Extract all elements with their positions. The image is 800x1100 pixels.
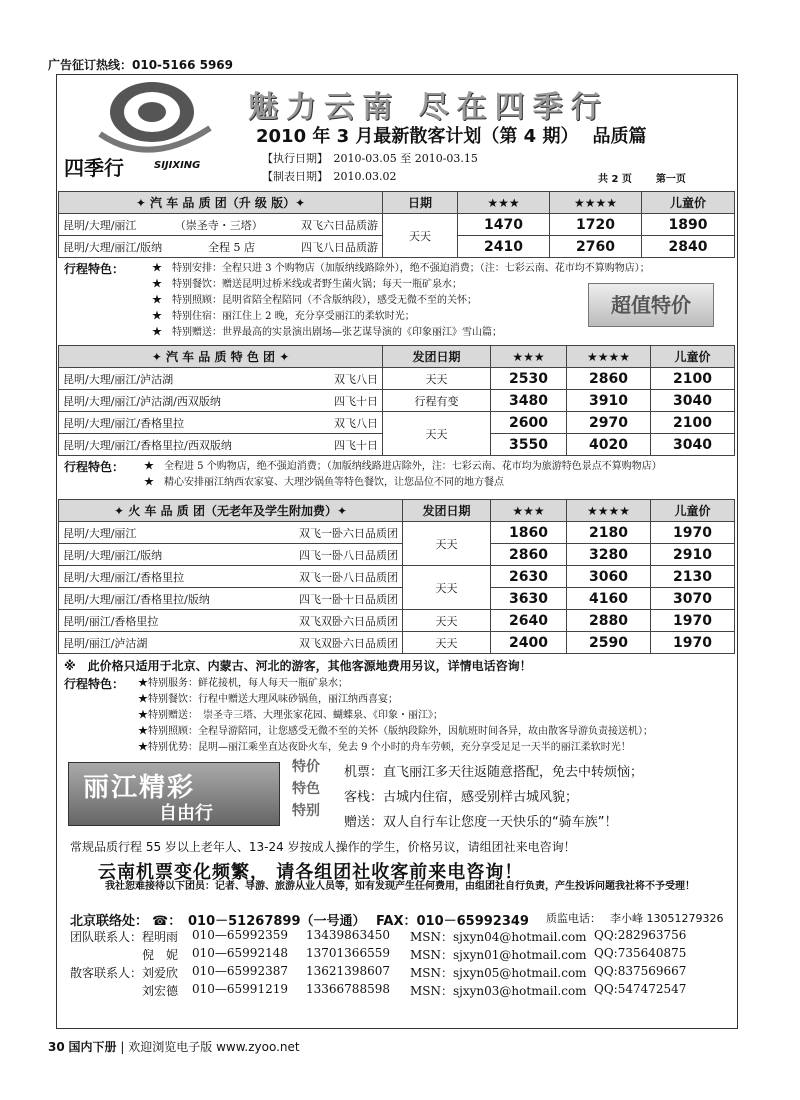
made-date: 【制表日期】 2010.03.02 [262, 170, 397, 183]
table-row: 昆明/大理/丽江/版纳 四飞一卧八日品质团 2860 3280 2910 [59, 544, 735, 566]
table-row: 昆明/大理/丽江/版纳 全程 5 店 四飞八日品质游 2410 2760 2840 [59, 236, 735, 258]
table-row: 昆明/大理/丽江/泸沽湖/西双版纳 四飞十日 行程有变 3480 3910 3040 [59, 390, 735, 412]
table-train: ✦ 火 车 品 质 团（无老年及学生附加费）✦ 发团日期 ★★★ ★★★★ 儿童价 昆明/大理/丽江 双飞一卧六日品质团 天天 1860 2180 1970 昆明/大理/丽江/版纳 四飞一卧八日品质团 2860 3280 2910 昆明/大理/丽江/香格里拉 双飞一卧八日品质团 天天 2630 3060 2130 昆明/大理/丽江/香格里拉/版纳 四飞一卧十日品质团 3630 4160 3070 昆明/丽江/香格里拉 双飞双卧六日品质团 天天 2640 2880 1970 昆明/丽江/泸沽湖 双飞双卧六日品质团 天天 2400 2590 1970 [58, 499, 735, 654]
ad-hotline: 广告征订热线：010-5166 5969 [48, 58, 234, 72]
logo-en: SIJIXING [154, 160, 201, 171]
notes-3: 行程特色： ★特别服务：鲜花接机，每人每天一瓶矿泉水； ★特别餐饮：行程中赠送大理风味砂锅鱼，丽江纳西喜宴； ★特别赠送： 崇圣寺三塔、大理张家花园、蝴蝶泉、《印象・丽江》； ★特别照顾：全程导游陪同，让您感受无微不至的关怀（版纳段除外，因航班时间各异，故由散客导游负责接送机）； ★特别优势：昆明—丽江乘坐直达夜卧火车，免去 9 个小时的舟车劳顿，充分享受足足一天半的丽江柔软时光！ [64, 677, 653, 753]
page-footer: 30 国内下册 | 欢迎浏览电子版 www.zyoo.net [48, 1040, 300, 1054]
table-row: 昆明/大理/丽江/香格里拉 双飞八日 天天 2600 2970 2100 [59, 412, 735, 434]
table-bus-special: ✦ 汽 车 品 质 特 色 团 ✦ 发团日期 ★★★ ★★★★ 儿童价 昆明/大理/丽江/泸沽湖 双飞八日 天天 2530 2860 2100 昆明/大理/丽江/泸沽湖/西双版纳 四飞十日 行程有变 3480 3910 3040 昆明/大理/丽江/香格里拉 双飞八日 天天 2600 2970 2100 昆明/大理/丽江/香格里拉/西双版纳 四飞十日 3550 4020 3040 [58, 345, 735, 456]
senior-note: 常规品质行程 55 岁以上老年人、13-24 岁按成人操作的学生，价格另议，请组团社来电咨询！ [70, 840, 576, 854]
company-logo [60, 78, 220, 188]
logo-text: 四季行 [64, 156, 124, 180]
table-bus-upgrade: ✦ 汽 车 品 质 团（升 级 版）✦ 日期 ★★★ ★★★★ 儿童价 昆明/大理/丽江 （崇圣寺・三塔） 双飞六日品质游 天天 1470 1720 1890 昆明/大理/丽江/版纳 全程 5 店 四飞八日品质游 2410 2760 2840 [58, 191, 735, 258]
list-item: 赠送：双人自行车让您度一天快乐的“骑车族”！ [344, 815, 618, 830]
table-row: 昆明/大理/丽江 双飞一卧六日品质团 天天 1860 2180 1970 [59, 522, 735, 544]
special-labels: 特价 特色 特别 [292, 759, 320, 819]
special-price-badge: 超值特价 [588, 283, 714, 327]
table-row: 昆明/大理/丽江/泸沽湖 双飞八日 天天 2530 2860 2100 [59, 368, 735, 390]
table-row: 昆明/大理/丽江/香格里拉 双飞一卧八日品质团 天天 2630 3060 2130 [59, 566, 735, 588]
banner-slogan: 魅力云南 尽在四季行 [248, 90, 609, 125]
airfare-notice: 云南机票变化频繁， 请各组团社收客前来电咨询！ [98, 862, 524, 883]
table-row: 昆明/大理/丽江/香格里拉/版纳 四飞一卧十日品质团 3630 4160 3070 [59, 588, 735, 610]
lijiang-freetour-banner: 丽江精彩 自由行 [68, 762, 280, 826]
plan-title: 2010 年 3 月最新散客计划（第 4 期） 品质篇 [256, 126, 647, 147]
exec-date: 【执行日期】 2010-03.05 至 2010-03.15 [262, 152, 478, 165]
freetour-bullets [344, 760, 643, 835]
phone-icon: ☎： [152, 914, 182, 929]
notes-1: 行程特色： ★ 特别安排：全程只进 3 个购物店（加版纳线路除外），绝不强迫消费；（注：七彩云南、花市均不算购物店）； ★ 特别餐饮：赠送昆明过桥米线或者野生菌火锅；每天一瓶矿泉水； ★ 特别照顾：昆明省陪全程陪同（不含版纳段），感受无微不至的关怀； ★ 特别住宿：丽江住上 2 晚，充分享受丽江的柔软时光； ★ 特别赠送：世界最高的实景演出剧场—张艺谋导演的《印象丽江》雪山篇； [64, 262, 650, 338]
dates [262, 150, 478, 186]
page-count: 共 2 页 第一页 [598, 174, 686, 185]
refusal-note: 我社恕难接待以下团员：记者、导游、旅游从业人员等，如有发现产生任何费用，由组团社自行负责，产生投诉问题我社将不予受理！ [105, 881, 695, 892]
table-row: 昆明/大理/丽江/香格里拉/西双版纳 四飞十日 3550 4020 3040 [59, 434, 735, 456]
table-title: ✦ 汽 车 品 质 团（升 级 版）✦ [59, 192, 383, 214]
list-item: 机票：直飞丽江多天往返随意搭配，免去中转烦恼； [344, 765, 644, 780]
notes-2: 行程特色： ★ 全程进 5 个购物店，绝不强迫消费；（加版纳线路进店除外，注：七彩云南、花市均为旅游特色景点不算购物店） ★ 精心安排丽江纳西农家宴、大理沙锅鱼等特色餐饮，让您品位不同的地方餐点 [64, 460, 662, 488]
price-warning: ※ 此价格只适用于北京、内蒙古、河北的游客，其他客源地费用另议，详情电话咨询！ [64, 659, 532, 673]
table-row: 昆明/丽江/泸沽湖 双飞双卧六日品质团 天天 2400 2590 1970 [59, 632, 735, 654]
table-row: 昆明/丽江/香格里拉 双飞双卧六日品质团 天天 2640 2880 1970 [59, 610, 735, 632]
list-item: 客栈：古城内住宿，感受别样古城风貌； [344, 790, 579, 805]
table-row: 昆明/大理/丽江 （崇圣寺・三塔） 双飞六日品质游 天天 1470 1720 1890 [59, 214, 735, 236]
